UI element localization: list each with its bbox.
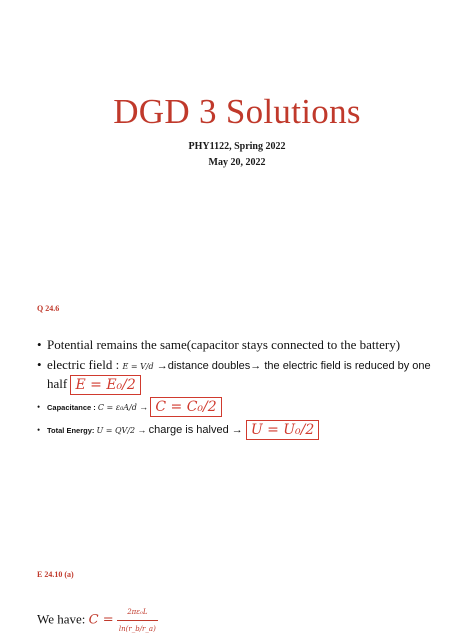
bullet-2 (37, 357, 431, 375)
bullet-2-cont: half (47, 375, 71, 391)
bullet-3 (37, 397, 222, 417)
section-label-q24-6: Q 24.6 (37, 304, 60, 313)
capacitance-fraction (117, 604, 158, 637)
bullet-dot: • (37, 424, 41, 435)
course-line: PHY1122, Spring 2022 (188, 141, 286, 152)
we-have-lead: We have: (37, 611, 89, 627)
bullet-4-text: charge is halved → (148, 423, 246, 436)
bullet-4-arrow: → (135, 424, 149, 435)
capacitance-eq: C = (88, 612, 114, 628)
bullet-3-arrow: → (136, 401, 151, 412)
bullet-2-lead: electric field : (47, 357, 123, 372)
we-have-line (37, 604, 158, 637)
fraction-numerator: 2πε₀L (117, 604, 158, 621)
bullet-1 (37, 337, 400, 353)
bullet-dot: • (37, 357, 42, 372)
bullet-4 (37, 420, 319, 440)
bullet-4-result-box: U = U₀/2 (246, 420, 319, 440)
bullet-2-math: E = V/d (122, 362, 154, 371)
bullet-3-lead: Capacitance : (47, 402, 98, 412)
bullet-2-result-box: E = E₀/2 (70, 375, 140, 395)
date-line: May 20, 2022 (208, 157, 266, 168)
bullet-2-text: →distance doubles→ the electric field is reduced by one (153, 360, 431, 372)
bullet-4-lead: Total Energy: (47, 425, 97, 435)
bullet-4-math: U = QV/2 (96, 425, 136, 435)
bullet-2-continuation (47, 375, 141, 395)
bullet-3-math: C = ε₀A/d (97, 402, 137, 412)
bullet-3-result-box: C = C₀/2 (150, 397, 221, 417)
section-label-e24-10a: E 24.10 (a) (37, 570, 74, 579)
bullet-1-text: Potential remains the same(capacitor stays connected to the battery) (47, 337, 401, 352)
bullet-dot: • (37, 337, 42, 352)
page-title: DGD 3 Solutions (113, 92, 361, 131)
fraction-denominator: ln(r_b/r_a) (118, 625, 156, 633)
bullet-dot: • (37, 401, 41, 412)
